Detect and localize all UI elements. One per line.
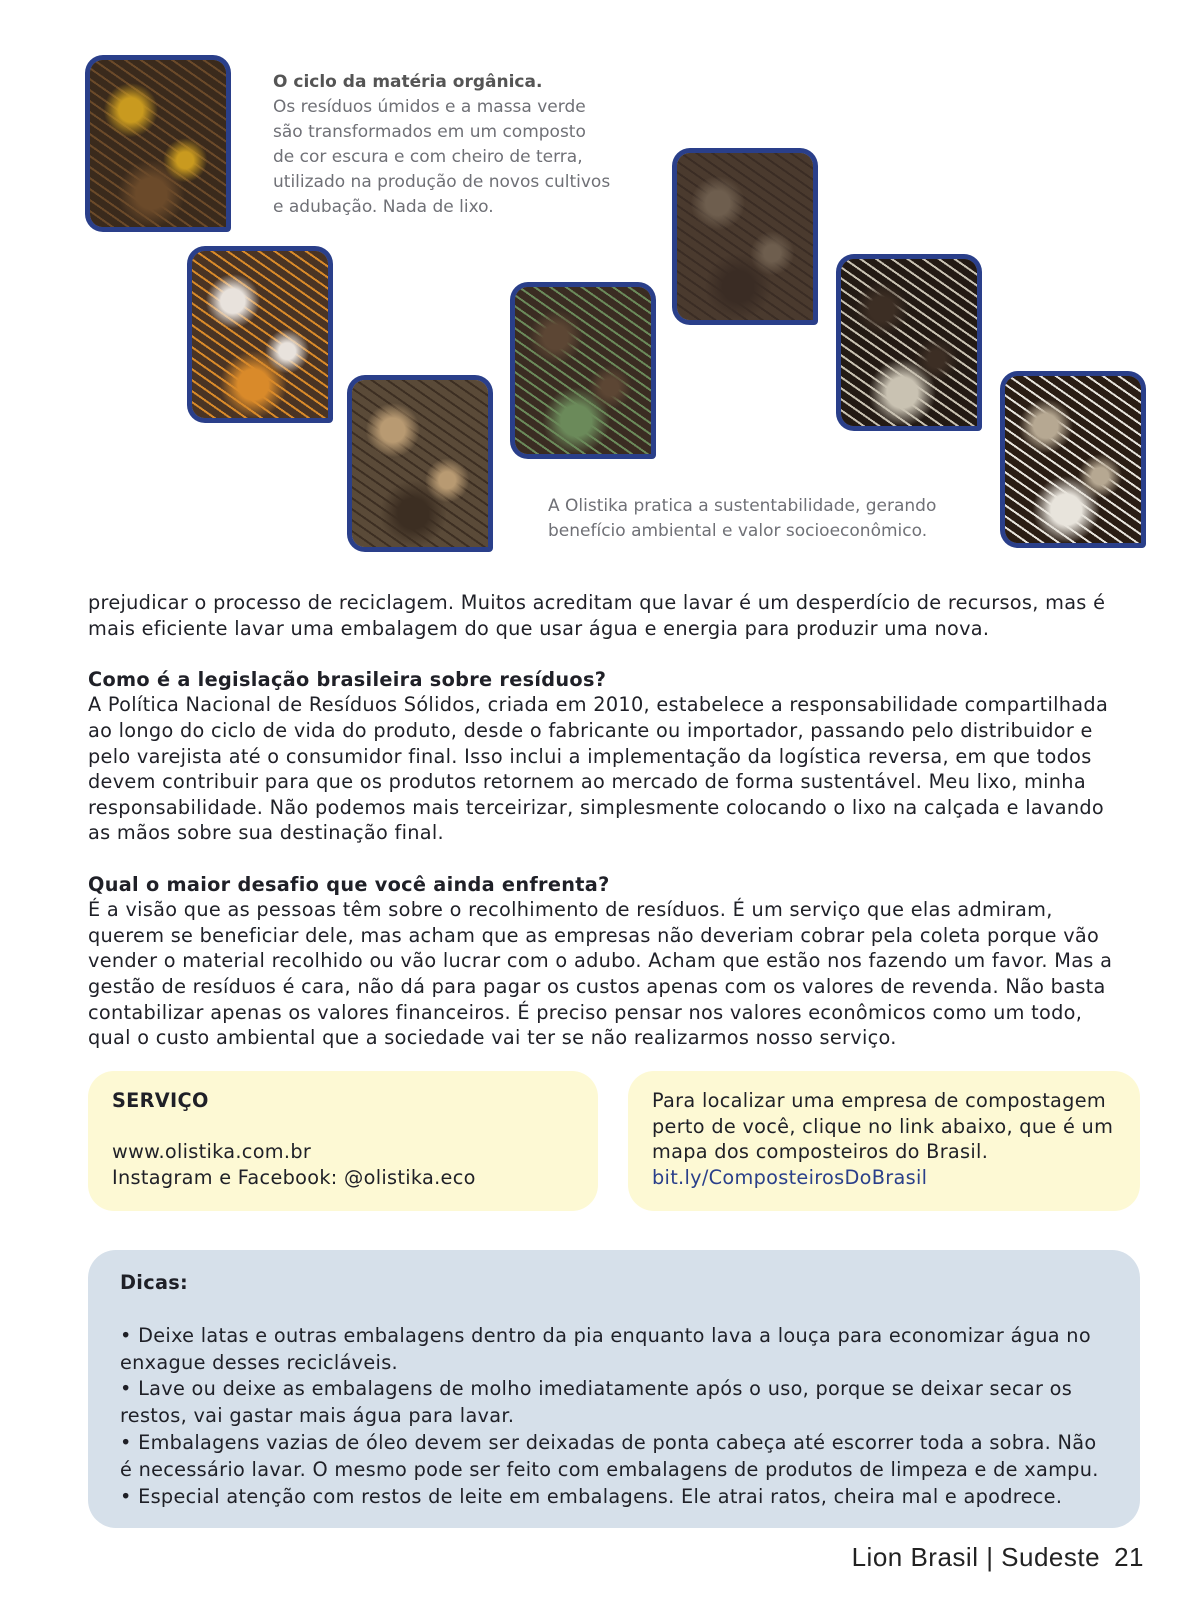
footer-brand: Lion Brasil | Sudeste — [851, 1542, 1101, 1572]
cycle-caption-line: utilizado na produção de novos cultivos — [273, 172, 611, 192]
cycle-caption-line: Os resíduos úmidos e a massa verde — [273, 97, 586, 117]
legislation-answer: A Política Nacional de Resíduos Sólidos, criada em 2010, estabelece a responsabilidade compartilhada ao longo do ciclo de vida do produto, desde o fabricante ou importador, passando pelo distribuidor e pelo varejista até o consumidor final. Isso inclui a implementação da logística reversa, em que todos devem contribuir para que os produtos retornem ao mercado de forma sustentável. Meu lixo, minha responsabilidade. Não podemos mais terceirizar, simplesmente colocando o lixo na calçada e lavando as mãos sobre sua destinação final. — [88, 693, 1109, 845]
photo-dark-compost — [836, 254, 982, 431]
challenge-section — [88, 872, 1128, 1051]
cycle-caption-line: são transformados em um composto — [273, 122, 586, 142]
legislation-section — [88, 667, 1128, 846]
page-number: 21 — [1114, 1542, 1144, 1572]
legislation-question: Como é a legislação brasileira sobre resíduos? — [88, 667, 607, 691]
photo-compost-bag — [1000, 371, 1146, 548]
challenge-answer: É a visão que as pessoas têm sobre o recolhimento de resíduos. É um serviço que elas admiram, querem se beneficiar dele, mas acham que as empresas não deveriam cobrar pela coleta porque vão vender o material recolhido ou vão lucrar com o adubo. Acham que estão nos fazendo um favor. Mas a gestão de resíduos é cara, não dá para pagar os custos apenas com os valores de revenda. Não basta contabilizar apenas os valores financeiros. É preciso pensar nos valores econômicos como um todo, qual o custo ambiental que a sociedade vai ter se não realizarmos nosso serviço. — [88, 898, 1113, 1050]
photo-straw-pile — [347, 375, 493, 552]
photo-compost-row — [672, 148, 818, 325]
challenge-question: Qual o maior desafio que você ainda enfrenta? — [88, 872, 610, 896]
cycle-caption-line: de cor escura e com cheiro de terra, — [273, 147, 583, 167]
service-social: Instagram e Facebook: @olistika.eco — [112, 1165, 476, 1189]
photo-eggshells — [187, 246, 333, 423]
tip-item: • Embalagens vazias de óleo devem ser deixadas de ponta cabeça até escorrer toda a sobra. Não é necessário lavar. O mesmo pode ser feito com embalagens de produtos de limpeza e de xampu. — [120, 1430, 1099, 1481]
olistika-caption-line: A Olistika pratica a sustentabilidade, gerando — [548, 496, 937, 516]
tip-item: • Lave ou deixe as embalagens de molho imediatamente após o uso, porque se deixar secar os restos, vai gastar mais água para lavar. — [120, 1377, 1073, 1428]
photo-food-scraps — [85, 55, 231, 232]
service-box — [88, 1071, 598, 1211]
page-footer — [852, 1542, 1144, 1573]
olistika-caption — [548, 494, 968, 544]
tips-title: Dicas: — [120, 1271, 189, 1294]
map-box-text: Para localizar uma empresa de compostagem perto de você, clique no link abaixo, que é um mapa dos composteiros do Brasil. — [652, 1089, 1114, 1164]
tips-box — [88, 1250, 1140, 1528]
composteiros-link[interactable]: bit.ly/ComposteirosDoBrasil — [652, 1165, 928, 1189]
intro-paragraph: prejudicar o processo de reciclagem. Muitos acreditam que lavar é um desperdício de recursos, mas é mais eficiente lavar uma embalagem do que usar água e energia para produzir uma nova. — [88, 591, 1106, 640]
service-title: SERVIÇO — [112, 1089, 209, 1112]
tip-item: • Deixe latas e outras embalagens dentro da pia enquanto lava a louça para economizar água no enxague desses recicláveis. — [120, 1323, 1091, 1374]
cycle-caption-title: O ciclo da matéria orgânica. — [273, 72, 543, 92]
article-body — [88, 590, 1128, 1076]
map-box — [628, 1071, 1140, 1211]
cycle-caption — [273, 70, 653, 220]
tip-item: • Especial atenção com restos de leite em embalagens. Ele atrai ratos, cheira mal e apodrece. — [120, 1484, 1063, 1508]
cycle-caption-line: e adubação. Nada de lixo. — [273, 197, 494, 217]
photo-compost-pile — [510, 282, 656, 459]
olistika-caption-line: benefício ambiental e valor socioeconômico. — [548, 521, 928, 541]
service-website[interactable]: www.olistika.com.br — [112, 1140, 312, 1164]
